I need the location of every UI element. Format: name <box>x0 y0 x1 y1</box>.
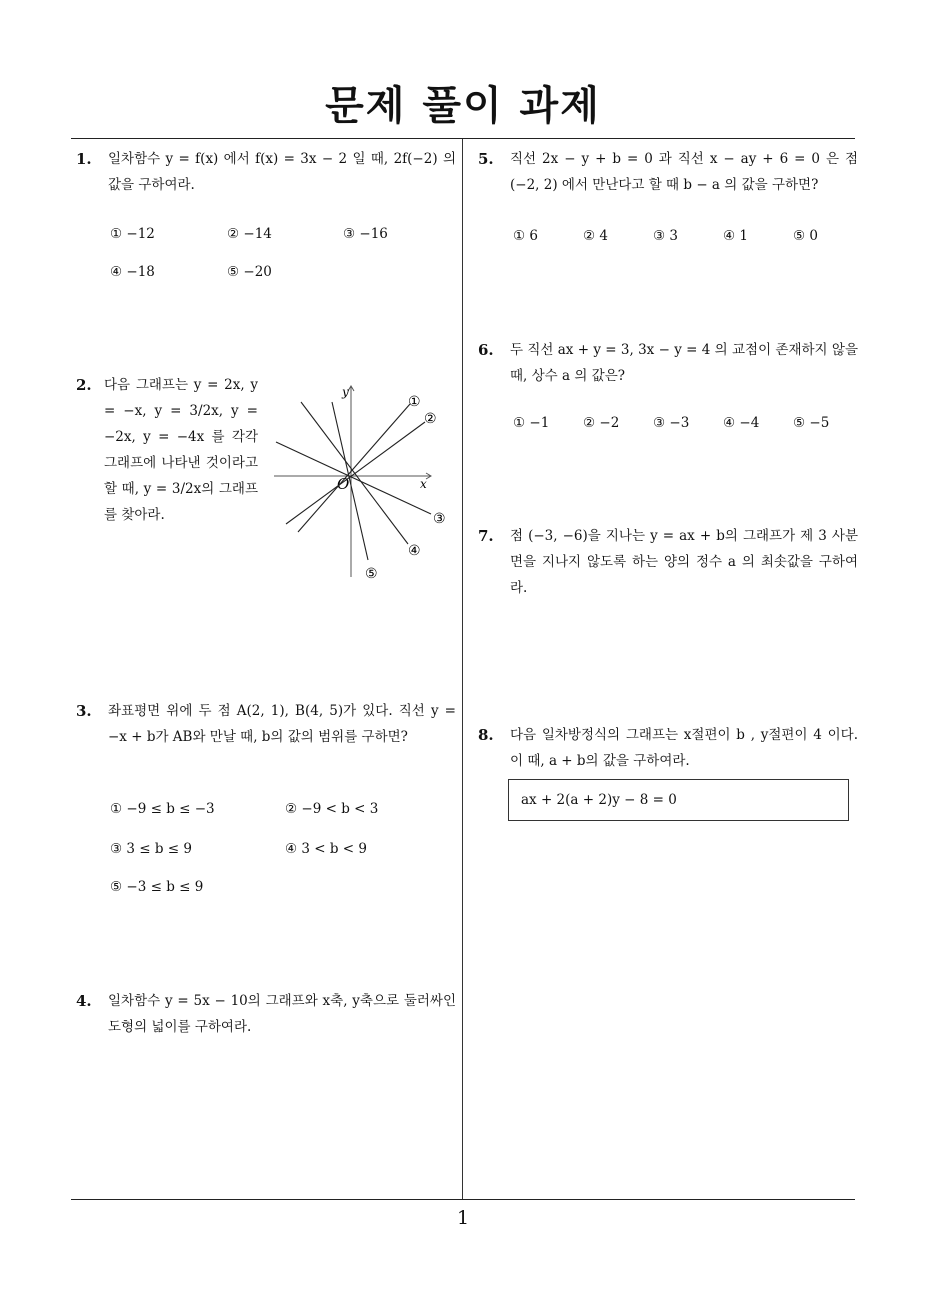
question-number: 4. <box>76 992 92 1010</box>
line-label-3: ③ <box>433 511 446 527</box>
choice[interactable]: ① −9 ≤ b ≤ −3 <box>110 801 215 817</box>
question-1 <box>76 146 456 198</box>
question-number: 5. <box>478 150 494 168</box>
question-number: 6. <box>478 341 494 359</box>
question-text: 좌표평면 위에 두 점 A(2, 1), B(4, 5)가 있다. 직선 y = −x + b가 AB와 만날 때, b의 값의 범위를 구하면? <box>108 703 456 745</box>
top-rule <box>71 138 855 139</box>
question-text: 다음 그래프는 y = 2x, y = −x, y = 3/2x, y = −2x, y = −4x 를 각각 그래프에 나타낸 것이라고 할 때, y = 3/2x의 그래프를 찾아라. <box>104 377 258 523</box>
origin-label: O <box>337 475 350 493</box>
graph-line-4 <box>301 402 408 544</box>
question-text: 일차함수 y = 5x − 10의 그래프와 x축, y축으로 둘러싸인 도형의 넓이를 구하여라. <box>108 993 456 1035</box>
question-text: 점 (−3, −6)을 지나는 y = ax + b의 그래프가 제 3 사분면을 지나지 않도록 하는 양의 정수 a 의 최솟값을 구하여라. <box>510 528 858 596</box>
question-number: 2. <box>76 376 92 394</box>
equation-box: ax + 2(a + 2)y − 8 = 0 <box>508 779 849 821</box>
choice[interactable]: ④ −18 <box>110 264 155 280</box>
graph-line-2 <box>286 422 425 524</box>
graph-line-1 <box>298 404 410 532</box>
choice[interactable]: ⑤ 0 <box>793 228 818 244</box>
question-text: 다음 일차방정식의 그래프는 x절편이 b , y절편이 4 이다. 이 때, a + b의 값을 구하여라. <box>510 727 858 769</box>
choice[interactable]: ④ 3 < b < 9 <box>285 841 368 857</box>
choice[interactable]: ③ −3 <box>653 415 690 431</box>
choice[interactable]: ⑤ −20 <box>227 264 272 280</box>
question-text: 일차함수 y = f(x) 에서 f(x) = 3x − 2 일 때, 2f(−2) 의 값을 구하여라. <box>108 151 456 193</box>
question-3 <box>76 698 456 750</box>
choice[interactable]: ③ −16 <box>343 226 388 242</box>
choice[interactable]: ② −14 <box>227 226 272 242</box>
choice[interactable]: ⑤ −5 <box>793 415 830 431</box>
choice[interactable]: ④ 1 <box>723 228 748 244</box>
choice[interactable]: ⑤ −3 ≤ b ≤ 9 <box>110 879 204 895</box>
choice[interactable]: ① 6 <box>513 228 538 244</box>
question-2 <box>76 372 258 528</box>
question-number: 3. <box>76 702 92 720</box>
question-8 <box>478 722 858 774</box>
line-label-1: ① <box>408 394 421 410</box>
choice[interactable]: ② −2 <box>583 415 620 431</box>
question-number: 7. <box>478 527 494 545</box>
question-6 <box>478 337 858 389</box>
question-4 <box>76 988 456 1040</box>
choice[interactable]: ③ 3 <box>653 228 678 244</box>
graph-line-3 <box>276 442 431 514</box>
question-5 <box>478 146 858 198</box>
question-number: 8. <box>478 726 494 744</box>
choice[interactable]: ① −1 <box>513 415 550 431</box>
bottom-rule <box>71 1199 855 1200</box>
line-label-5: ⑤ <box>365 566 378 582</box>
choice[interactable]: ④ −4 <box>723 415 760 431</box>
choice[interactable]: ① −12 <box>110 226 155 242</box>
question-text: 직선 2x − y + b = 0 과 직선 x − ay + 6 = 0 은 점 (−2, 2) 에서 만난다고 할 때 b − a 의 값을 구하면? <box>510 151 858 193</box>
question-7 <box>478 523 858 601</box>
choice[interactable]: ② 4 <box>583 228 608 244</box>
line-graph-figure <box>268 382 458 582</box>
column-divider <box>462 139 463 1200</box>
choice[interactable]: ③ 3 ≤ b ≤ 9 <box>110 841 193 857</box>
question-number: 1. <box>76 150 92 168</box>
page-number: 1 <box>456 1207 470 1229</box>
page-title: 문제 풀이 과제 <box>325 83 601 129</box>
choice[interactable]: ② −9 < b < 3 <box>285 801 379 817</box>
line-label-4: ④ <box>408 543 421 559</box>
x-axis-label: x <box>420 477 427 491</box>
line-label-2: ② <box>424 411 437 427</box>
y-axis-label: y <box>342 385 349 399</box>
question-text: 두 직선 ax + y = 3, 3x − y = 4 의 교점이 존재하지 않을 때, 상수 a 의 값은? <box>510 342 858 384</box>
